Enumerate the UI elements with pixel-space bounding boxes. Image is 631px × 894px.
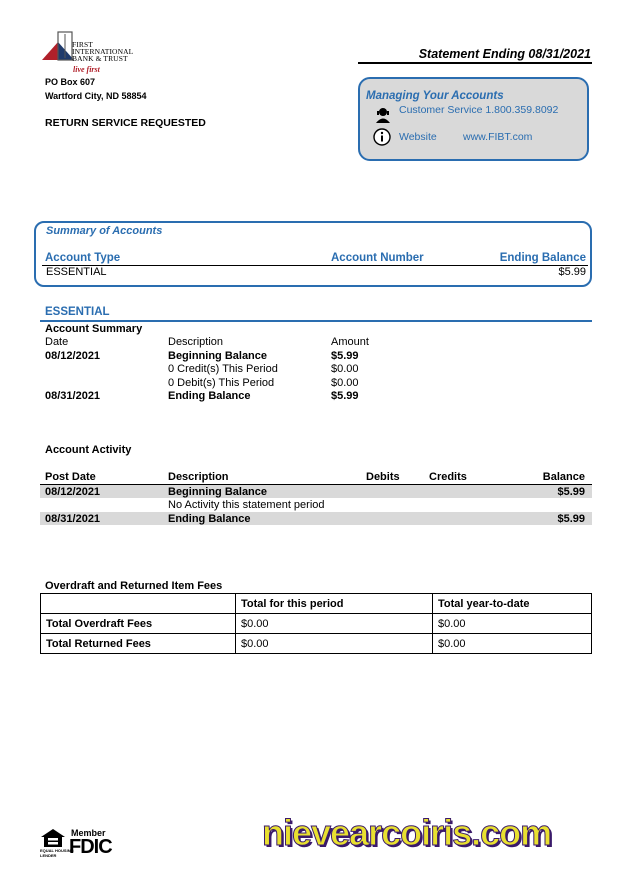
equal-housing-line: EQUAL HOUSING bbox=[40, 848, 74, 853]
fdic-logo: FDIC bbox=[69, 836, 112, 858]
managing-accounts-title: Managing Your Accounts bbox=[366, 90, 504, 102]
as-row-amount: $5.99 bbox=[331, 350, 359, 362]
aa-header-credits: Credits bbox=[429, 471, 467, 483]
summary-header-type: Account Type bbox=[45, 252, 121, 264]
as-header-date: Date bbox=[45, 336, 69, 348]
bank-name bbox=[72, 41, 133, 62]
as-row-date: 08/12/2021 bbox=[45, 350, 101, 362]
fees-row-label: Total Overdraft Fees bbox=[41, 614, 236, 634]
summary-header-rule bbox=[42, 265, 588, 266]
aa-row-date: 08/12/2021 bbox=[45, 486, 101, 498]
fees-row-ytd: $0.00 bbox=[433, 634, 592, 654]
fees-title: Overdraft and Returned Item Fees bbox=[45, 580, 223, 592]
aa-row-balance: $5.99 bbox=[557, 486, 585, 498]
aa-header-description: Description bbox=[168, 471, 229, 483]
table-row bbox=[41, 594, 592, 614]
website-link[interactable]: www.FIBT.com bbox=[463, 131, 533, 143]
as-row-description: 0 Debit(s) This Period bbox=[168, 377, 275, 389]
fees-row-label: Total Returned Fees bbox=[41, 634, 236, 654]
aa-row-description: No Activity this statement period bbox=[168, 499, 325, 511]
return-service-notice: RETURN SERVICE REQUESTED bbox=[45, 117, 206, 129]
website-label: Website bbox=[399, 131, 437, 143]
aa-header-balance: Balance bbox=[542, 471, 585, 483]
customer-service-icon bbox=[374, 106, 392, 124]
fees-header-period: Total for this period bbox=[236, 594, 433, 614]
as-row-amount: $5.99 bbox=[331, 390, 359, 402]
fdic-member: Member bbox=[71, 828, 106, 838]
fees-row-ytd: $0.00 bbox=[433, 614, 592, 634]
info-icon bbox=[373, 128, 391, 146]
table-row bbox=[41, 614, 592, 634]
bank-name-line: INTERNATIONAL bbox=[72, 47, 134, 56]
fees-header-blank bbox=[41, 594, 236, 614]
essential-title: ESSENTIAL bbox=[45, 306, 110, 318]
aa-row-date: 08/31/2021 bbox=[45, 513, 101, 525]
bank-name-line: BANK & TRUST bbox=[72, 54, 128, 63]
as-row-description: Beginning Balance bbox=[168, 350, 268, 362]
fees-table bbox=[40, 593, 592, 654]
bank-name-line: FIRST bbox=[72, 40, 93, 49]
account-activity-title: Account Activity bbox=[45, 444, 132, 456]
summary-header-number: Account Number bbox=[331, 252, 424, 264]
aa-row-balance: $5.99 bbox=[557, 513, 585, 525]
bank-tagline: live first bbox=[73, 65, 100, 74]
table-row bbox=[41, 634, 592, 654]
as-header-amount: Amount bbox=[331, 336, 369, 348]
fees-header-ytd: Total year-to-date bbox=[433, 594, 592, 614]
customer-service-link[interactable]: Customer Service 1.800.359.8092 bbox=[399, 104, 559, 116]
equal-housing-line: LENDER bbox=[40, 852, 57, 858]
as-row-description: Ending Balance bbox=[168, 390, 251, 402]
aa-header-debits: Debits bbox=[366, 471, 400, 483]
summary-row-type: ESSENTIAL bbox=[46, 266, 107, 278]
equal-housing-icon bbox=[40, 828, 66, 848]
aa-row-description: Ending Balance bbox=[168, 513, 251, 525]
as-row-amount: $0.00 bbox=[331, 377, 359, 389]
table-row bbox=[40, 512, 592, 525]
fees-row-period: $0.00 bbox=[236, 634, 433, 654]
aa-row-description: Beginning Balance bbox=[168, 486, 268, 498]
as-row-description: 0 Credit(s) This Period bbox=[168, 363, 278, 375]
statement-title-rule bbox=[358, 62, 592, 64]
address-line-2: Wartford City, ND 58854 bbox=[45, 91, 147, 101]
bank-logo-icon bbox=[40, 30, 76, 62]
as-row-amount: $0.00 bbox=[331, 363, 359, 375]
fees-row-period: $0.00 bbox=[236, 614, 433, 634]
summary-title: Summary of Accounts bbox=[46, 225, 163, 237]
essential-rule bbox=[40, 320, 592, 322]
table-row bbox=[40, 485, 592, 498]
address-line-1: PO Box 607 bbox=[45, 77, 96, 87]
account-summary-title: Account Summary bbox=[45, 323, 143, 335]
aa-header-post-date: Post Date bbox=[45, 471, 96, 483]
as-header-description: Description bbox=[168, 336, 224, 348]
watermark-text: nievearcoiris.com bbox=[262, 812, 552, 853]
as-row-date: 08/31/2021 bbox=[45, 390, 101, 402]
statement-title: Statement Ending 08/31/2021 bbox=[418, 47, 591, 61]
summary-header-balance: Ending Balance bbox=[499, 252, 586, 264]
summary-row-balance: $5.99 bbox=[558, 266, 586, 278]
